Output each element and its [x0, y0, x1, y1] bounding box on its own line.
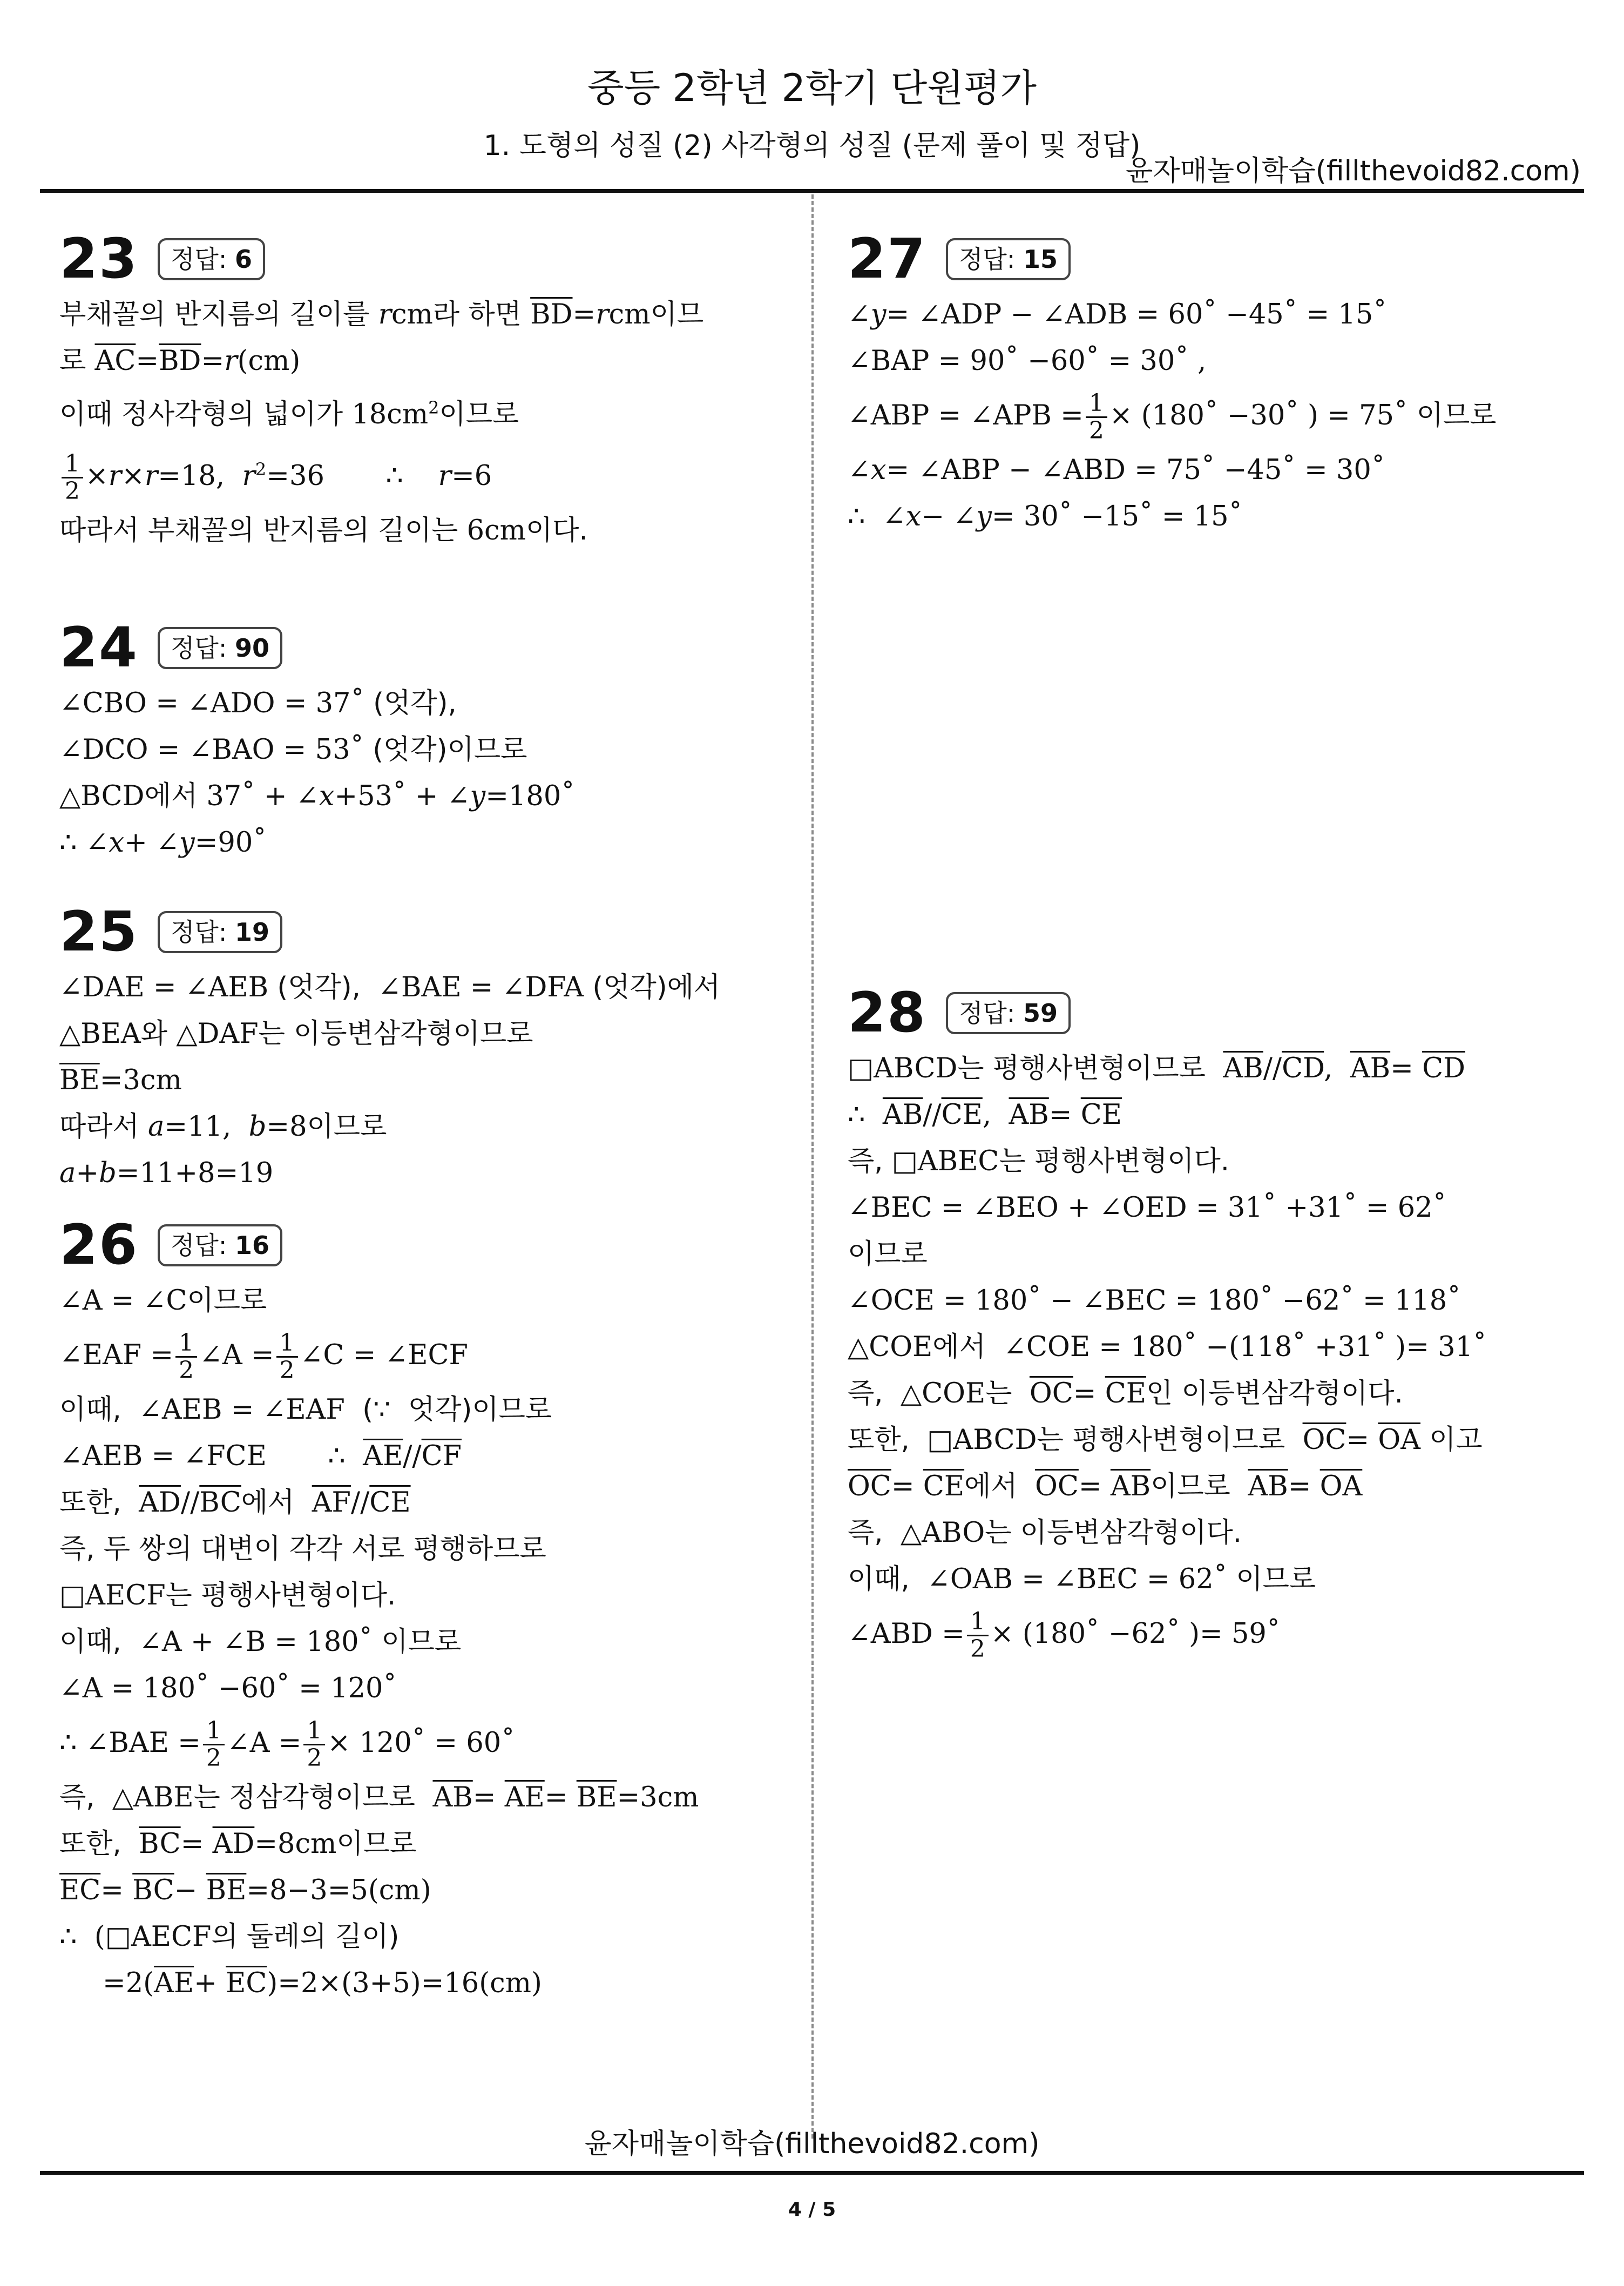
- solution-line: ∠A = ∠C이므로: [59, 1285, 267, 1317]
- solution-line: a+b=11+8=19: [59, 1157, 274, 1189]
- problem-header: [59, 616, 794, 680]
- problem-number: 28: [848, 981, 926, 1045]
- solution-line: 즉, □ABEC는 평행사변형이다.: [848, 1145, 1230, 1177]
- solution-line: ∴ $\overline{AB}//\overline{CE}$, $\overline{AB}= \overline{CE}$: [848, 1099, 1122, 1131]
- solution-line: 따라서 a=11, b=8이므로: [59, 1111, 387, 1143]
- solution-line: ∴ ∠BAE = $\frac{1}{2}$ ∠A = $\frac{1}{2}$ × 120˚ = 60˚: [59, 1716, 515, 1772]
- solution-line: 즉, △ABO는 이등변삼각형이다.: [848, 1517, 1242, 1549]
- solution-line: $\frac{1}{2}$ ×r×r=18, $r^2=36$ ∴ r=6: [59, 438, 794, 508]
- solution-line: △BCD에서 37˚ + ∠x+53˚ + ∠y=180˚: [59, 780, 575, 812]
- solution-line: 즉, △COE는 $\overline{OC}= \overline{CE}$인 이등변삼각형이다.: [848, 1378, 1403, 1410]
- problem-26: [59, 1213, 794, 2007]
- answer-value: 15: [1023, 245, 1058, 274]
- solution-line: ∴ ∠x+ ∠y=90˚: [59, 827, 267, 859]
- fraction: $\frac{1}{2}$: [1086, 390, 1107, 444]
- solution-line: ∠CBO = ∠ADO = 37˚ (엇각),: [59, 687, 457, 719]
- answer-badge: 정답: 6: [158, 238, 265, 280]
- footer-rule: [40, 2171, 1584, 2175]
- page-title: 중등 2학년 2학기 단원평가: [587, 66, 1037, 110]
- solution-line: ∠ABP = ∠APB = $\frac{1}{2}$ × (180˚ −30˚ ) = 75˚ 이므로: [848, 389, 1497, 444]
- solution-line: ∠DAE = ∠AEB (엇각), ∠BAE = ∠DFA (엇각)에서: [59, 972, 721, 1003]
- solution-line: □ABCD는 평행사변형이므로 $\overline{AB}//\overline{CD}$, $\overline{AB}= \overline{CD}$: [848, 1053, 1465, 1084]
- fraction: $\frac{1}{2}$: [62, 451, 83, 504]
- solution-line: ∠BEC = ∠BEO + ∠OED = 31˚ +31˚ = 62˚: [848, 1192, 1447, 1224]
- problem-number: 27: [848, 227, 926, 291]
- fraction: $\frac{1}{2}$: [303, 1718, 325, 1771]
- page-subtitle: 1. 도형의 성질 (2) 사각형의 성질 (문제 풀이 및 정답): [483, 130, 1141, 162]
- solution-line: □AECF는 평행사변형이다.: [59, 1580, 396, 1611]
- solution-line: 또한, $\overline{AD}//\overline{BC}$에서 $\overline{AF}//\overline{CE}$: [59, 1487, 411, 1519]
- problem-header: [59, 1213, 794, 1278]
- solution-line: ∴ (□AECF의 둘레의 길이): [59, 1921, 400, 1953]
- answer-badge: 정답: 90: [158, 627, 282, 669]
- solution-line: ∠ABD = $\frac{1}{2}$ × (180˚ −62˚ )= 59˚: [848, 1607, 1281, 1663]
- problem-header: [848, 981, 1582, 1046]
- solution-line: △BEA와 △DAF는 이등변삼각형이므로: [59, 1018, 533, 1050]
- problem-27: [848, 227, 1582, 981]
- column-divider: [811, 194, 814, 2139]
- header-rule: [40, 189, 1584, 193]
- solution-line: ∠A = 180˚ −60˚ = 120˚: [59, 1673, 397, 1704]
- fraction: $\frac{1}{2}$: [967, 1609, 989, 1662]
- answer-value: 16: [234, 1231, 269, 1260]
- solution-line: 즉, 두 쌍의 대변이 각각 서로 평행하므로: [59, 1533, 546, 1565]
- problem-header: [59, 227, 794, 292]
- solution-line: ∠x= ∠ABP − ∠ABD = 75˚ −45˚ = 30˚: [848, 454, 1385, 486]
- answer-badge: 정답: 59: [946, 992, 1071, 1034]
- right-column: [848, 227, 1582, 1665]
- solution-line: 따라서 부채꼴의 반지름의 길이는 6cm이다.: [59, 515, 588, 547]
- solution-line: 부채꼴의 반지름의 길이를 rcm라 하면 $\overline{BD}=rcm$이므: [59, 299, 704, 331]
- solution-line: $\overline{OC}= \overline{CE}$에서 $\overline{OC}= \overline{AB}$이므로 $\overline{AB}= \overline{OA}$: [848, 1471, 1363, 1502]
- solution-line: ∠AEB = ∠FCE ∴ $\overline{AE}//\overline{CF}$: [59, 1440, 462, 1472]
- fraction: $\frac{1}{2}$: [276, 1330, 298, 1384]
- solution-line: 또한, □ABCD는 평행사변형이므로 $\overline{OC}= \overline{OA}$ 이고: [848, 1424, 1483, 1456]
- problem-number: 26: [59, 1213, 138, 1277]
- left-column: [59, 227, 794, 2007]
- solution-line: $=2(\overline{AE}+ \overline{EC})=2\times(3+5)=16(cm)$: [103, 1967, 542, 1999]
- answer-badge: 정답: 16: [158, 1224, 282, 1266]
- site-credit-bottom: 윤자매놀이학습(fillthevoid82.com): [584, 2128, 1040, 2160]
- solution-line: 이때 정사각형의 넓이가 $18cm^2$이므로: [59, 397, 519, 430]
- solution-line: 이때, ∠OAB = ∠BEC = 62˚ 이므로: [848, 1563, 1316, 1595]
- answer-badge: 정답: 15: [946, 238, 1071, 280]
- answer-value: 6: [234, 245, 252, 274]
- page-header: [0, 0, 1624, 194]
- site-credit-top: 윤자매놀이학습(fillthevoid82.com): [1126, 155, 1581, 187]
- solution-line: 즉, △ABE는 정삼각형이므로 $\overline{AB}= \overline{AE}= \overline{BE}=3cm$: [59, 1782, 699, 1813]
- answer-value: 90: [234, 633, 269, 663]
- solution-line: ∠BAP = 90˚ −60˚ = 30˚ ,: [848, 345, 1207, 377]
- solution-line: 로 $\overline{AC}=\overline{BD}=r(cm)$: [59, 345, 301, 377]
- solution-line: ∠OCE = 180˚ − ∠BEC = 180˚ −62˚ = 118˚: [848, 1285, 1461, 1317]
- solution-line: △COE에서 ∠COE = 180˚ −(118˚ +31˚ )= 31˚: [848, 1331, 1487, 1363]
- solution-line: ∠EAF = $\frac{1}{2}$ ∠A = $\frac{1}{2}$ ∠C = ∠ECF: [59, 1329, 468, 1384]
- page-number: 4 / 5: [788, 2199, 836, 2221]
- solution-line: 이때, ∠AEB = ∠EAF (∵ 엇각)이므로: [59, 1394, 552, 1426]
- problem-23: [59, 227, 794, 616]
- problem-25: [59, 900, 794, 1213]
- solution-line: 또한, $\overline{BC}= \overline{AD}=8cm$이므로: [59, 1828, 417, 1860]
- solution-line: ∠y= ∠ADP − ∠ADB = 60˚ −45˚ = 15˚: [848, 299, 1387, 331]
- problem-number: 23: [59, 227, 138, 291]
- solution-line: ∠DCO = ∠BAO = 53˚ (엇각)이므로: [59, 734, 527, 766]
- fraction: $\frac{1}{2}$: [203, 1718, 225, 1771]
- answer-value: 19: [234, 918, 269, 947]
- problem-28: [848, 981, 1582, 1665]
- problem-header: [848, 227, 1582, 292]
- problem-header: [59, 900, 794, 965]
- answer-value: 59: [1023, 999, 1058, 1028]
- answer-badge: 정답: 19: [158, 911, 282, 953]
- solution-line: 이므로: [848, 1238, 928, 1270]
- solution-line: ∴ ∠x− ∠y= 30˚ −15˚ = 15˚: [848, 501, 1243, 532]
- problem-number: 25: [59, 900, 138, 964]
- problem-number: 24: [59, 616, 138, 680]
- fraction: $\frac{1}{2}$: [175, 1330, 197, 1384]
- problem-24: [59, 616, 794, 900]
- solution-line: 이때, ∠A + ∠B = 180˚ 이므로: [59, 1626, 462, 1658]
- solution-line: $\overline{EC}= \overline{BC}- \overline{BE}=8-3=5(cm)$: [59, 1874, 431, 1906]
- solution-line: $\overline{BE}=3cm$: [59, 1064, 182, 1096]
